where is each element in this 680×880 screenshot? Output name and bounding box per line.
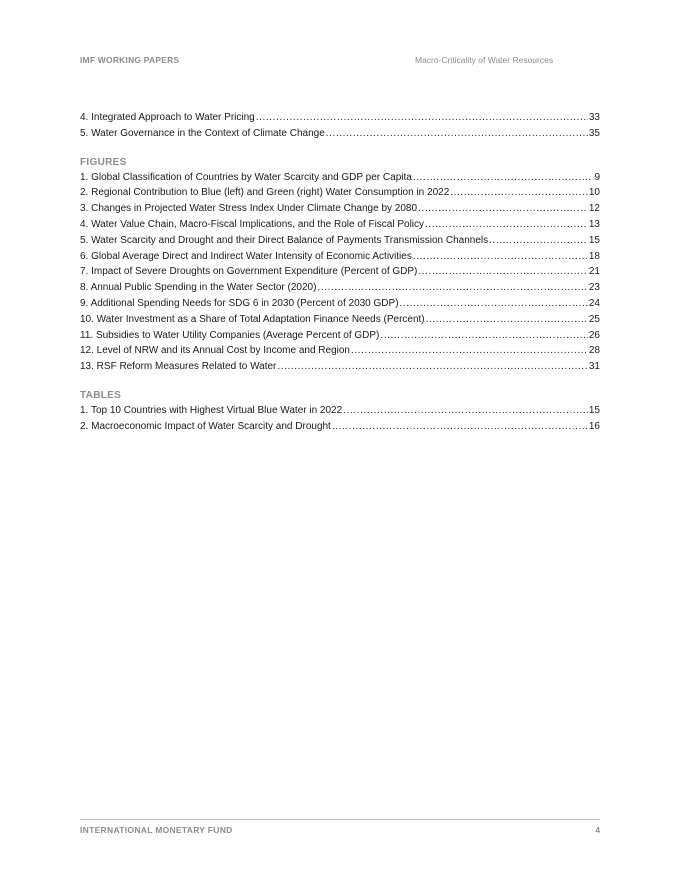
figure-entry[interactable]	[80, 170, 600, 186]
figure-entry-page: 26	[588, 329, 600, 341]
figure-entry[interactable]	[80, 185, 600, 201]
figure-entry-label: 12. Level of NRW and its Annual Cost by Income and Region	[80, 345, 350, 357]
page-number: 4	[595, 825, 600, 835]
dot-leader	[326, 126, 588, 142]
contents-continued-list	[80, 110, 600, 142]
figure-entry-label: 9. Additional Spending Needs for SDG 6 in 2030 (Percent of 2030 GDP)	[80, 297, 399, 309]
dot-leader	[343, 403, 588, 419]
figure-entry-page: 9	[594, 171, 600, 183]
figure-entry[interactable]	[80, 264, 600, 280]
figure-entry[interactable]	[80, 217, 600, 233]
figure-entry-label: 6. Global Average Direct and Indirect Water Intensity of Economic Activities	[80, 250, 412, 262]
dot-leader	[380, 328, 587, 344]
footer-divider	[80, 819, 600, 820]
dot-leader	[332, 419, 588, 435]
dot-leader	[317, 280, 587, 296]
dot-leader	[450, 185, 588, 201]
figure-entry[interactable]	[80, 359, 600, 375]
table-entry-page: 15	[588, 404, 600, 416]
figure-entry[interactable]	[80, 328, 600, 344]
dot-leader	[413, 249, 588, 265]
toc-entry[interactable]	[80, 126, 600, 142]
table-entry[interactable]	[80, 403, 600, 419]
header-publication-title: IMF WORKING PAPERS	[80, 55, 180, 65]
toc-entry-page: 35	[588, 127, 600, 139]
header-paper-title: Macro-Criticality of Water Resources	[415, 55, 554, 65]
tables-heading: TABLES	[80, 389, 122, 401]
table-entry-label: 2. Macroeconomic Impact of Water Scarcity and Drought	[80, 420, 331, 432]
figure-entry[interactable]	[80, 249, 600, 265]
table-entry[interactable]	[80, 419, 600, 435]
figures-section	[80, 155, 600, 375]
table-entry-label: 1. Top 10 Countries with Highest Virtual Blue Water in 2022	[80, 404, 343, 416]
figure-entry-label: 5. Water Scarcity and Drought and their Direct Balance of Payments Transmission Channels	[80, 234, 489, 246]
dot-leader	[400, 296, 588, 312]
toc-entry-page: 33	[588, 112, 600, 123]
figure-entry-label: 3. Changes in Projected Water Stress Index Under Climate Change by 2080	[80, 203, 418, 215]
figure-entry-label: 7. Impact of Severe Droughts on Government Expenditure (Percent of GDP)	[80, 266, 418, 278]
figure-entry[interactable]	[80, 280, 600, 296]
figure-entry[interactable]	[80, 233, 600, 249]
figure-entry-page: 12	[588, 203, 600, 215]
figure-entry-page: 15	[588, 234, 600, 246]
figure-entry-page: 25	[588, 313, 600, 325]
figure-entry-label: 10. Water Investment as a Share of Total Adaptation Finance Needs (Percent)	[80, 313, 425, 325]
figure-entry-page: 24	[588, 297, 600, 309]
figure-entry-label: 13. RSF Reform Measures Related to Water	[80, 361, 277, 373]
tables-section	[80, 388, 600, 435]
figure-entry-page: 23	[588, 282, 600, 294]
figures-heading: FIGURES	[80, 156, 127, 168]
toc-entry[interactable]	[80, 110, 600, 126]
dot-leader	[413, 170, 594, 186]
figure-entry-page: 21	[588, 266, 600, 278]
figure-entry-page: 28	[588, 345, 600, 357]
dot-leader	[418, 201, 588, 217]
figure-entry-page: 13	[588, 218, 600, 230]
table-of-contents	[80, 110, 600, 435]
figure-entry-label: 11. Subsidies to Water Utility Companies (Average Percent of GDP)	[80, 329, 380, 341]
toc-entry-label: 4. Integrated Approach to Water Pricing	[80, 112, 255, 123]
figure-entry[interactable]	[80, 296, 600, 312]
dot-leader	[351, 343, 588, 359]
dot-leader	[489, 233, 588, 249]
figure-entry[interactable]	[80, 343, 600, 359]
figure-entry-label: 8. Annual Public Spending in the Water Sector (2020)	[80, 282, 317, 294]
figure-entry-page: 31	[588, 361, 600, 373]
toc-entry-label: 5. Water Governance in the Context of Climate Change	[80, 127, 325, 139]
dot-leader	[426, 312, 588, 328]
figure-entry[interactable]	[80, 312, 600, 328]
dot-leader	[277, 359, 588, 375]
dot-leader	[256, 110, 588, 126]
figure-entry[interactable]	[80, 201, 600, 217]
dot-leader	[418, 264, 587, 280]
footer-organization: INTERNATIONAL MONETARY FUND	[80, 825, 233, 835]
figure-entry-page: 18	[588, 250, 600, 262]
figure-entry-label: 4. Water Value Chain, Macro-Fiscal Implications, and the Role of Fiscal Policy	[80, 218, 425, 230]
figure-entry-label: 2. Regional Contribution to Blue (left) and Green (right) Water Consumption in 2022	[80, 187, 450, 199]
figure-entry-label: 1. Global Classification of Countries by Water Scarcity and GDP per Capita	[80, 171, 412, 183]
table-entry-page: 16	[588, 420, 600, 432]
dot-leader	[425, 217, 588, 233]
figure-entry-page: 10	[588, 187, 600, 199]
